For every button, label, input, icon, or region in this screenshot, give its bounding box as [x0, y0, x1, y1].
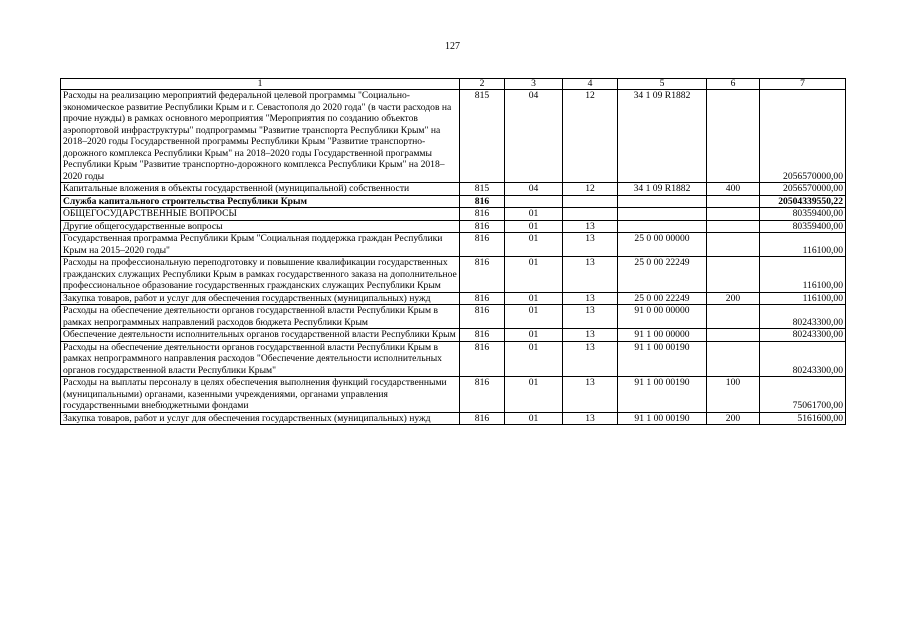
row-subsection-code: 13: [563, 329, 618, 342]
column-header: 6: [707, 79, 760, 90]
row-ministry-code: 816: [460, 292, 505, 305]
row-name: Обеспечение деятельности исполнительных органов государственной власти Республики Крым: [61, 329, 460, 342]
row-name: Расходы на реализацию мероприятий федеральной целевой программы "Социально-экономическое развитие Республики Крым и г. Севастополя до 2020 года" (в части расходов на прочие нужды) в рамках основного мероприятия "Мероприятия по созданию объектов аэропортовой инфраструктуры" подпрограммы "Развитие транспорта Республики Крым" на 2018–2020 годы Государственной программы Республики Крым "Развитие транспортно-дорожного комплекса Республики Крым" на 2018–2020 годы Государственной программы Республики Крым "Развитие транспортно-дорожного комплекса Республики Крым" на 2018–2020 годы: [61, 90, 460, 183]
row-target-article: 25 0 00 22249: [618, 292, 707, 305]
row-expense-type: [707, 257, 760, 293]
row-ministry-code: 816: [460, 377, 505, 413]
row-amount: 2056570000,00: [760, 90, 846, 183]
row-target-article: 91 1 00 00190: [618, 341, 707, 377]
row-amount: 80243300,00: [760, 305, 846, 329]
table-row: [61, 257, 846, 293]
row-target-article: 91 1 00 00000: [618, 329, 707, 342]
row-amount: 116100,00: [760, 233, 846, 257]
row-section-code: 01: [505, 412, 563, 425]
row-amount: 80243300,00: [760, 341, 846, 377]
row-target-article: 34 1 09 R1882: [618, 90, 707, 183]
row-ministry-code: 816: [460, 412, 505, 425]
row-section-code: 04: [505, 90, 563, 183]
row-section-code: [505, 195, 563, 208]
row-ministry-code: 815: [460, 183, 505, 196]
table-row: [61, 292, 846, 305]
row-subsection-code: 13: [563, 257, 618, 293]
row-section-code: 01: [505, 305, 563, 329]
row-expense-type: [707, 233, 760, 257]
row-expense-type: [707, 305, 760, 329]
row-section-code: 01: [505, 220, 563, 233]
row-ministry-code: 816: [460, 233, 505, 257]
row-expense-type: [707, 220, 760, 233]
column-header: 2: [460, 79, 505, 90]
table-row: [61, 341, 846, 377]
column-header: 4: [563, 79, 618, 90]
table-row: [61, 90, 846, 183]
column-header: 1: [61, 79, 460, 90]
table-row: [61, 329, 846, 342]
row-ministry-code: 816: [460, 195, 505, 208]
row-name: Закупка товаров, работ и услуг для обеспечения государственных (муниципальных) нужд: [61, 292, 460, 305]
row-section-code: 01: [505, 329, 563, 342]
row-subsection-code: 13: [563, 305, 618, 329]
table-row: [61, 233, 846, 257]
table-row: [61, 220, 846, 233]
row-subsection-code: 13: [563, 412, 618, 425]
row-subsection-code: 13: [563, 377, 618, 413]
header-row: [61, 79, 846, 90]
row-section-code: 01: [505, 257, 563, 293]
row-ministry-code: 816: [460, 305, 505, 329]
row-amount: 80243300,00: [760, 329, 846, 342]
row-amount: 116100,00: [760, 257, 846, 293]
row-subsection-code: 13: [563, 341, 618, 377]
row-name: Расходы на профессиональную переподготовку и повышение квалификации государственных гражданских служащих Республики Крым в рамках государственного заказа на дополнительное профессиональное образование государственных гражданских служащих Республики Крым: [61, 257, 460, 293]
row-name: Капитальные вложения в объекты государственной (муниципальной) собственности: [61, 183, 460, 196]
row-name: ОБЩЕГОСУДАРСТВЕННЫЕ ВОПРОСЫ: [61, 208, 460, 221]
row-expense-type: 100: [707, 377, 760, 413]
column-header: 5: [618, 79, 707, 90]
row-amount: 116100,00: [760, 292, 846, 305]
row-name: Расходы на обеспечение деятельности органов государственной власти Республики Крым в рамках непрограммных направлений расходов бюджета Республики Крым: [61, 305, 460, 329]
row-target-article: [618, 195, 707, 208]
row-expense-type: [707, 90, 760, 183]
row-amount: 5161600,00: [760, 412, 846, 425]
row-name: Расходы на обеспечение деятельности органов государственной власти Республики Крым в рамках непрограммного направления расходов "Обеспечение деятельности исполнительных органов государственной власти Республики Крым": [61, 341, 460, 377]
row-target-article: 25 0 00 00000: [618, 233, 707, 257]
table-row: [61, 377, 846, 413]
row-target-article: 34 1 09 R1882: [618, 183, 707, 196]
row-name: Расходы на выплаты персоналу в целях обеспечения выполнения функций государственными (муниципальными) органами, казенными учреждениями, органами управления государственными внебюджетными фондами: [61, 377, 460, 413]
column-header: 7: [760, 79, 846, 90]
row-target-article: 91 0 00 00000: [618, 305, 707, 329]
row-subsection-code: 12: [563, 183, 618, 196]
row-expense-type: [707, 341, 760, 377]
budget-table-body: [61, 79, 846, 425]
table-row: [61, 183, 846, 196]
row-name: Другие общегосударственные вопросы: [61, 220, 460, 233]
row-ministry-code: 816: [460, 257, 505, 293]
row-ministry-code: 816: [460, 208, 505, 221]
row-expense-type: 200: [707, 292, 760, 305]
row-amount: 80359400,00: [760, 220, 846, 233]
row-amount: 20504339550,22: [760, 195, 846, 208]
row-ministry-code: 816: [460, 220, 505, 233]
row-section-code: 01: [505, 292, 563, 305]
column-header: 3: [505, 79, 563, 90]
row-expense-type: 200: [707, 412, 760, 425]
row-expense-type: 400: [707, 183, 760, 196]
table-row: [61, 305, 846, 329]
budget-table: [60, 78, 846, 425]
row-target-article: 91 1 00 00190: [618, 377, 707, 413]
table-row: [61, 412, 846, 425]
row-subsection-code: [563, 208, 618, 221]
row-subsection-code: 13: [563, 220, 618, 233]
row-target-article: [618, 208, 707, 221]
row-expense-type: [707, 195, 760, 208]
row-expense-type: [707, 208, 760, 221]
row-name: Государственная программа Республики Крым "Социальная поддержка граждан Республики Крым на 2015–2020 годы": [61, 233, 460, 257]
row-subsection-code: [563, 195, 618, 208]
row-expense-type: [707, 329, 760, 342]
row-section-code: 01: [505, 341, 563, 377]
row-target-article: [618, 220, 707, 233]
row-name: Закупка товаров, работ и услуг для обеспечения государственных (муниципальных) нужд: [61, 412, 460, 425]
row-subsection-code: 13: [563, 233, 618, 257]
row-target-article: 91 1 00 00190: [618, 412, 707, 425]
row-subsection-code: 13: [563, 292, 618, 305]
table-row: [61, 208, 846, 221]
row-amount: 80359400,00: [760, 208, 846, 221]
row-ministry-code: 815: [460, 90, 505, 183]
row-amount: 2056570000,00: [760, 183, 846, 196]
row-ministry-code: 816: [460, 341, 505, 377]
row-section-code: 01: [505, 377, 563, 413]
row-ministry-code: 816: [460, 329, 505, 342]
row-subsection-code: 12: [563, 90, 618, 183]
table-row: [61, 195, 846, 208]
row-amount: 75061700,00: [760, 377, 846, 413]
page-number: 127: [445, 41, 460, 52]
row-name: Служба капитального строительства Республики Крым: [61, 195, 460, 208]
row-section-code: 04: [505, 183, 563, 196]
row-section-code: 01: [505, 233, 563, 257]
row-section-code: 01: [505, 208, 563, 221]
row-target-article: 25 0 00 22249: [618, 257, 707, 293]
